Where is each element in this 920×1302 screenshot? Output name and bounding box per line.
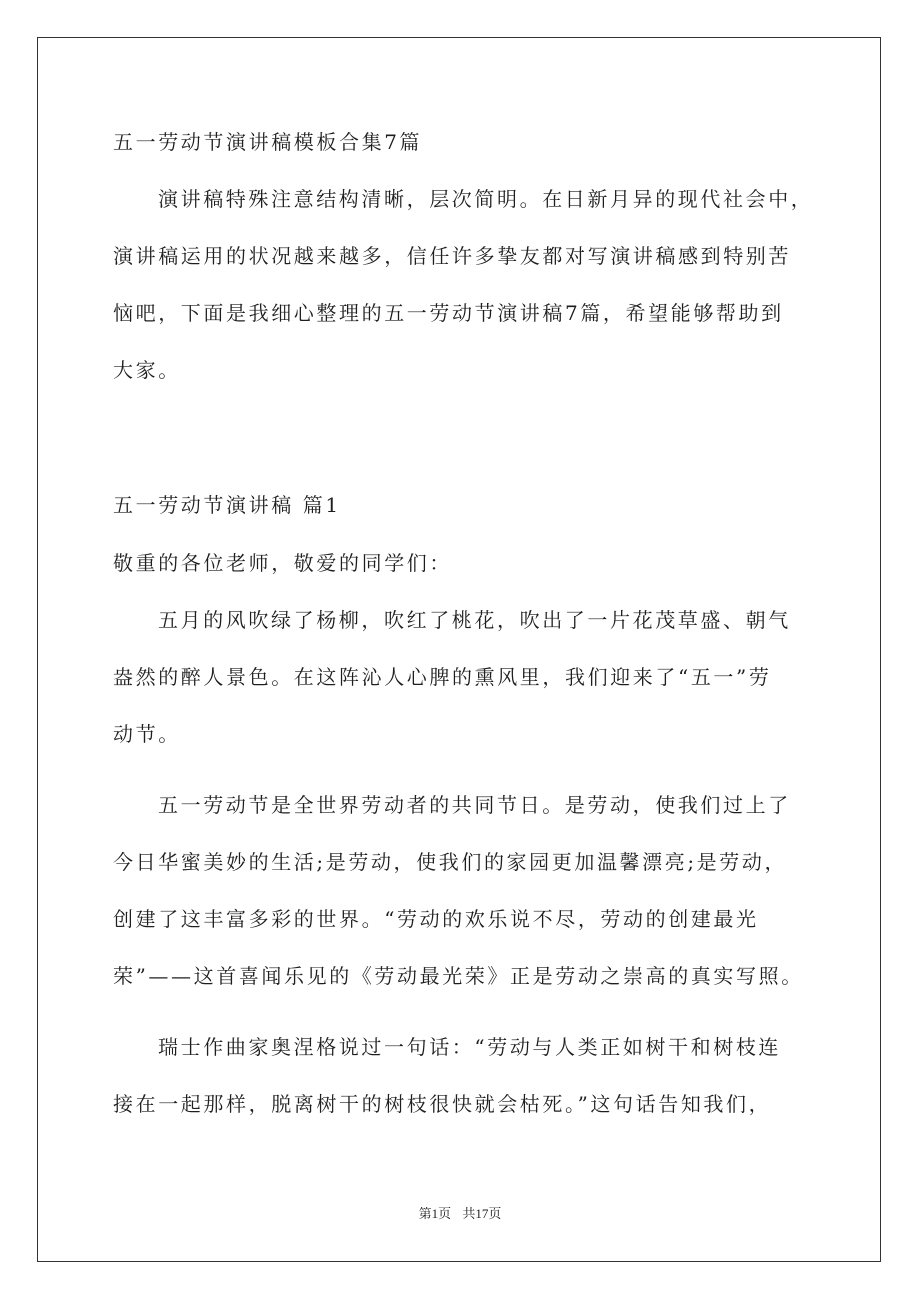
paragraph-line: 创建了这丰富多彩的世界。“劳动的欢乐说不尽，劳动的创建最光 — [113, 907, 759, 931]
paragraph-line: 盎然的醉人景色。在这阵沁人心脾的熏风里，我们迎来了“五一”劳 — [113, 665, 772, 689]
intro-line: 演讲稿特殊注意结构清晰，层次简明。在日新月异的现代社会中， — [158, 187, 814, 211]
intro-line: 恼吧，下面是我细心整理的五一劳动节演讲稿7篇，希望能够帮助到 — [113, 301, 784, 325]
paragraph-line: 五一劳动节是全世界劳动者的共同节日。是劳动，使我们过上了 — [158, 793, 791, 817]
total-pages-indicator: 共17页 — [462, 1206, 502, 1221]
paragraph-line: 今日华蜜美妙的生活;是劳动，使我们的家园更加温馨漂亮;是劳动， — [113, 850, 788, 874]
greeting: 敬重的各位老师，敬爱的同学们： — [113, 551, 452, 575]
intro-line: 大家。 — [113, 358, 181, 382]
paragraph-line: 五月的风吹绿了杨柳，吹红了桃花，吹出了一片花茂草盛、朝气 — [158, 608, 791, 632]
page-footer — [0, 1206, 920, 1222]
intro-line: 演讲稿运用的状况越来越多，信任许多挚友都对写演讲稿感到特别苦 — [113, 244, 791, 268]
paragraph-line: 瑞士作曲家奥涅格说过一句话：“劳动与人类正如树干和树枝连 — [158, 1035, 782, 1059]
section-heading: 五一劳动节演讲稿 篇1 — [113, 493, 341, 517]
current-page-indicator: 第1页 — [418, 1206, 452, 1221]
paragraph-line: 荣”——这首喜闻乐见的《劳动最光荣》正是劳动之崇高的真实写照。 — [113, 964, 804, 988]
paragraph-line: 接在一起那样，脱离树干的树枝很快就会枯死。”这句话告知我们， — [113, 1092, 772, 1116]
page-border — [37, 37, 881, 1262]
paragraph-line: 动节。 — [113, 722, 181, 746]
document-title: 五一劳动节演讲稿模板合集7篇 — [113, 130, 423, 154]
